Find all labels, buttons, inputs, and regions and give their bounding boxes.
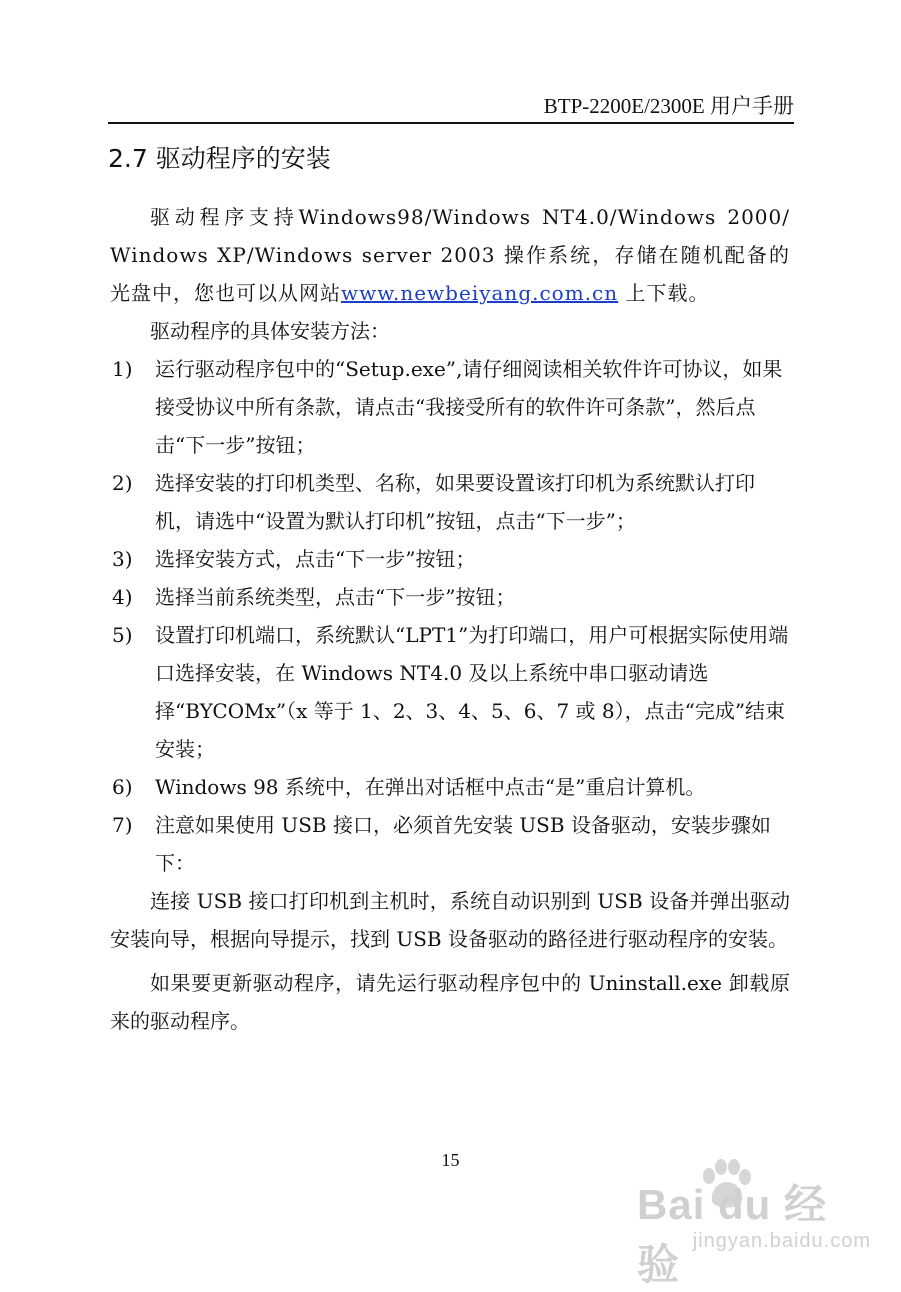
intro-paragraph: [110, 198, 790, 312]
page-number: 15: [441, 1150, 460, 1170]
step-item: [110, 806, 790, 882]
method-heading: 驱动程序的具体安装方法：: [150, 319, 390, 343]
website-link[interactable]: www.newbeiyang.com.cn: [341, 281, 619, 305]
step-number: 4): [112, 585, 133, 609]
step-text: 注意如果使用 USB 接口，必须首先安装 USB 设备驱动，安装步骤如下：: [155, 813, 771, 875]
baidu-watermark: [637, 1154, 877, 1288]
watermark-main-text: Bai du 经验: [637, 1181, 828, 1288]
step-text: 选择安装方式，点击“下一步”按钮；: [155, 547, 476, 571]
update-paragraph: 如果要更新驱动程序，请先运行驱动程序包中的 Uninstall.exe 卸载原来的驱动程序。: [110, 971, 790, 1033]
step-number: 2): [112, 471, 133, 495]
page-header: [108, 92, 794, 124]
page-content: [110, 198, 790, 1040]
install-steps-list: [110, 350, 790, 882]
step-text: 选择当前系统类型，点击“下一步”按钮；: [155, 585, 516, 609]
step-text: Windows 98 系统中，在弹出对话框中点击“是”重启计算机。: [155, 775, 706, 799]
watermark-url: jingyan.baidu.com: [692, 1230, 871, 1252]
step-text: 运行驱动程序包中的“Setup.exe”,请仔细阅读相关软件许可协议，如果接受协议中所有条款，请点击“我接受所有的软件许可条款”，然后点击“下一步”按钮；: [155, 357, 783, 457]
step-number: 3): [112, 547, 133, 571]
step-text: 选择安装的打印机类型、名称，如果要设置该打印机为系统默认打印机，请选中“设置为默认打印机”按钮，点击“下一步”；: [155, 471, 755, 533]
intro-text-after: 上下载。: [618, 281, 710, 305]
intro-text-before: 驱动程序支持Windows98/Windows NT4.0/Windows 2000/ Windows XP/Windows server 2003 操作系统，存储在随机配备的光盘中，您也可以从网站: [110, 205, 790, 305]
step-number: 7): [112, 813, 133, 837]
header-title: BTP-2200E/2300E 用户手册: [543, 94, 794, 118]
step-item: [110, 350, 790, 464]
usb-paragraph: 连接 USB 接口打印机到主机时，系统自动识别到 USB 设备并弹出驱动安装向导，根据向导提示，找到 USB 设备驱动的路径进行驱动程序的安装。: [110, 889, 790, 951]
step-item: [110, 464, 790, 540]
step-number: 1): [112, 357, 133, 381]
step-text: 设置打印机端口，系统默认“LPT1”为打印端口，用户可根据实际使用端口选择安装，在 Windows NT4.0 及以上系统中串口驱动请选择“BYCOMx”（x 等于 1、2、3、4、5、6、7 或 8），点击“完成”结束安装；: [155, 623, 789, 761]
step-item: [110, 616, 790, 768]
step-item: [110, 578, 790, 616]
step-item: [110, 540, 790, 578]
step-number: 5): [112, 623, 133, 647]
step-number: 6): [112, 775, 133, 799]
section-title: 2.7 驱动程序的安装: [108, 144, 331, 173]
step-item: [110, 768, 790, 806]
